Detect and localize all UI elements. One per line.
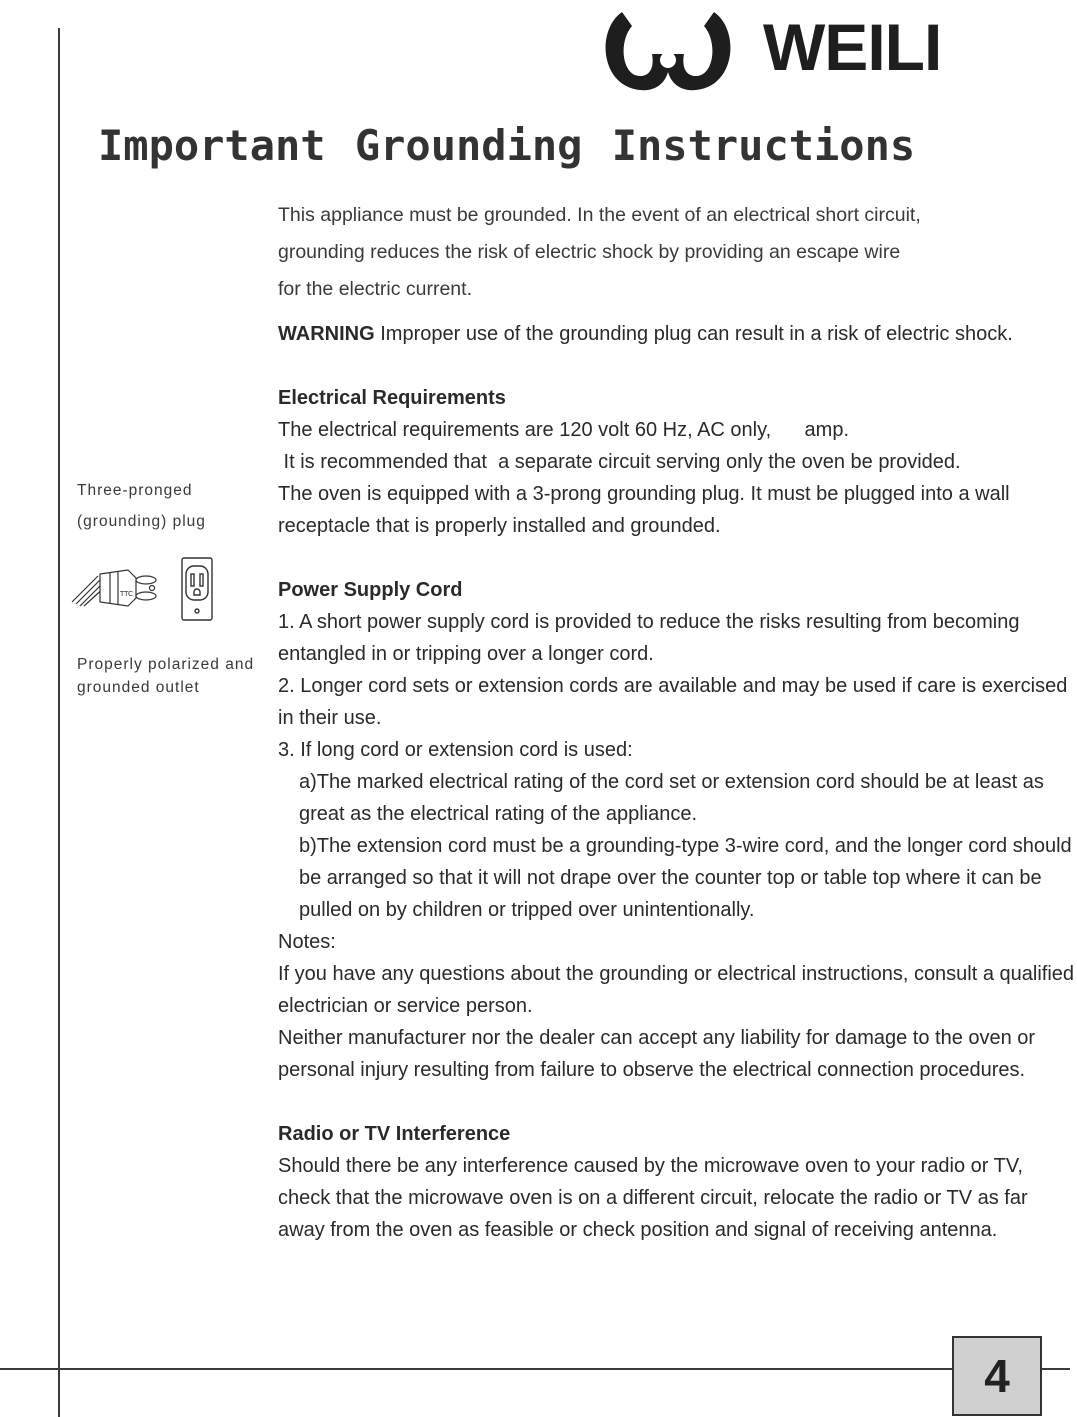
grounded-outlet-icon bbox=[182, 558, 212, 620]
electrical-requirements-line-2: It is recommended that a separate circuit serving only the oven be provided. bbox=[278, 451, 961, 473]
electrical-requirements-heading: Electrical Requirements bbox=[278, 387, 506, 409]
power-cord-item-1: 1. A short power supply cord is provided to reduce the risks resulting from becoming entangled in or tripping over a longer cord. bbox=[278, 611, 1020, 665]
plug-caption-line-2: (grounding) plug bbox=[77, 513, 206, 530]
outlet-caption-line-1: Properly polarized and bbox=[77, 656, 255, 673]
electrical-requirements-line-3: The oven is equipped with a 3-prong grounding plug. It must be plugged into a wall receptacle that is properly installed and grounded. bbox=[278, 483, 1010, 537]
margin-vertical-rule bbox=[58, 28, 60, 1417]
power-supply-cord-heading: Power Supply Cord bbox=[278, 579, 463, 601]
power-cord-item-3: 3. If long cord or extension cord is used: bbox=[278, 739, 633, 761]
brand-wordmark: WEILI bbox=[763, 10, 942, 84]
page-title: Important Grounding Instructions bbox=[98, 121, 916, 170]
plug-caption bbox=[77, 479, 206, 533]
note-1: If you have any questions about the grounding or electrical instructions, consult a qualified electrician or service person. bbox=[278, 963, 1075, 1017]
notes-heading: Notes: bbox=[278, 931, 336, 953]
power-cord-item-3a: a)The marked electrical rating of the cord set or extension cord should be at least as great as the electrical rating of the appliance. bbox=[299, 771, 1044, 825]
warning-text: Improper use of the grounding plug can result in a risk of electric shock. bbox=[374, 323, 1013, 345]
warning-label: WARNING bbox=[278, 323, 375, 345]
svg-text:TTC: TTC bbox=[120, 590, 133, 598]
electrical-requirements-line-1: The electrical requirements are 120 volt 60 Hz, AC only, amp. bbox=[278, 419, 849, 441]
three-prong-plug-icon bbox=[72, 570, 156, 606]
radio-tv-text: Should there be any interference caused by the microwave oven to your radio or TV, check that the microwave oven is on a different circuit, relocate the radio or TV as far away from the oven as feasible or check position and signal of receiving antenna. bbox=[278, 1155, 1028, 1241]
main-content bbox=[278, 318, 1077, 1246]
intro-line-2: grounding reduces the risk of electric shock by providing an escape wire bbox=[278, 241, 901, 263]
plug-caption-line-1: Three-pronged bbox=[77, 482, 193, 499]
footer-horizontal-rule bbox=[0, 1368, 1070, 1370]
intro-line-3: for the electric current. bbox=[278, 278, 472, 300]
warning-paragraph bbox=[278, 318, 1077, 350]
note-2: Neither manufacturer nor the dealer can accept any liability for damage to the oven or personal injury resulting from failure to observe the electrical connection procedures. bbox=[278, 1027, 1036, 1081]
outlet-caption bbox=[77, 653, 254, 699]
power-cord-item-3b: b)The extension cord must be a grounding-type 3-wire cord, and the longer cord should be arranged so that it will not drape over the counter top or table top where it can be pulled on by children or tripped over unintentionally. bbox=[299, 835, 1072, 921]
power-cord-item-2: 2. Longer cord sets or extension cords are available and may be used if care is exercised in their use. bbox=[278, 675, 1068, 729]
outlet-caption-line-2: grounded outlet bbox=[77, 679, 200, 696]
radio-tv-heading: Radio or TV Interference bbox=[278, 1123, 511, 1145]
plug-and-outlet-illustration bbox=[70, 556, 250, 622]
page-number: 4 bbox=[952, 1336, 1042, 1416]
intro-line-1: This appliance must be grounded. In the event of an electrical short circuit, bbox=[278, 204, 921, 226]
